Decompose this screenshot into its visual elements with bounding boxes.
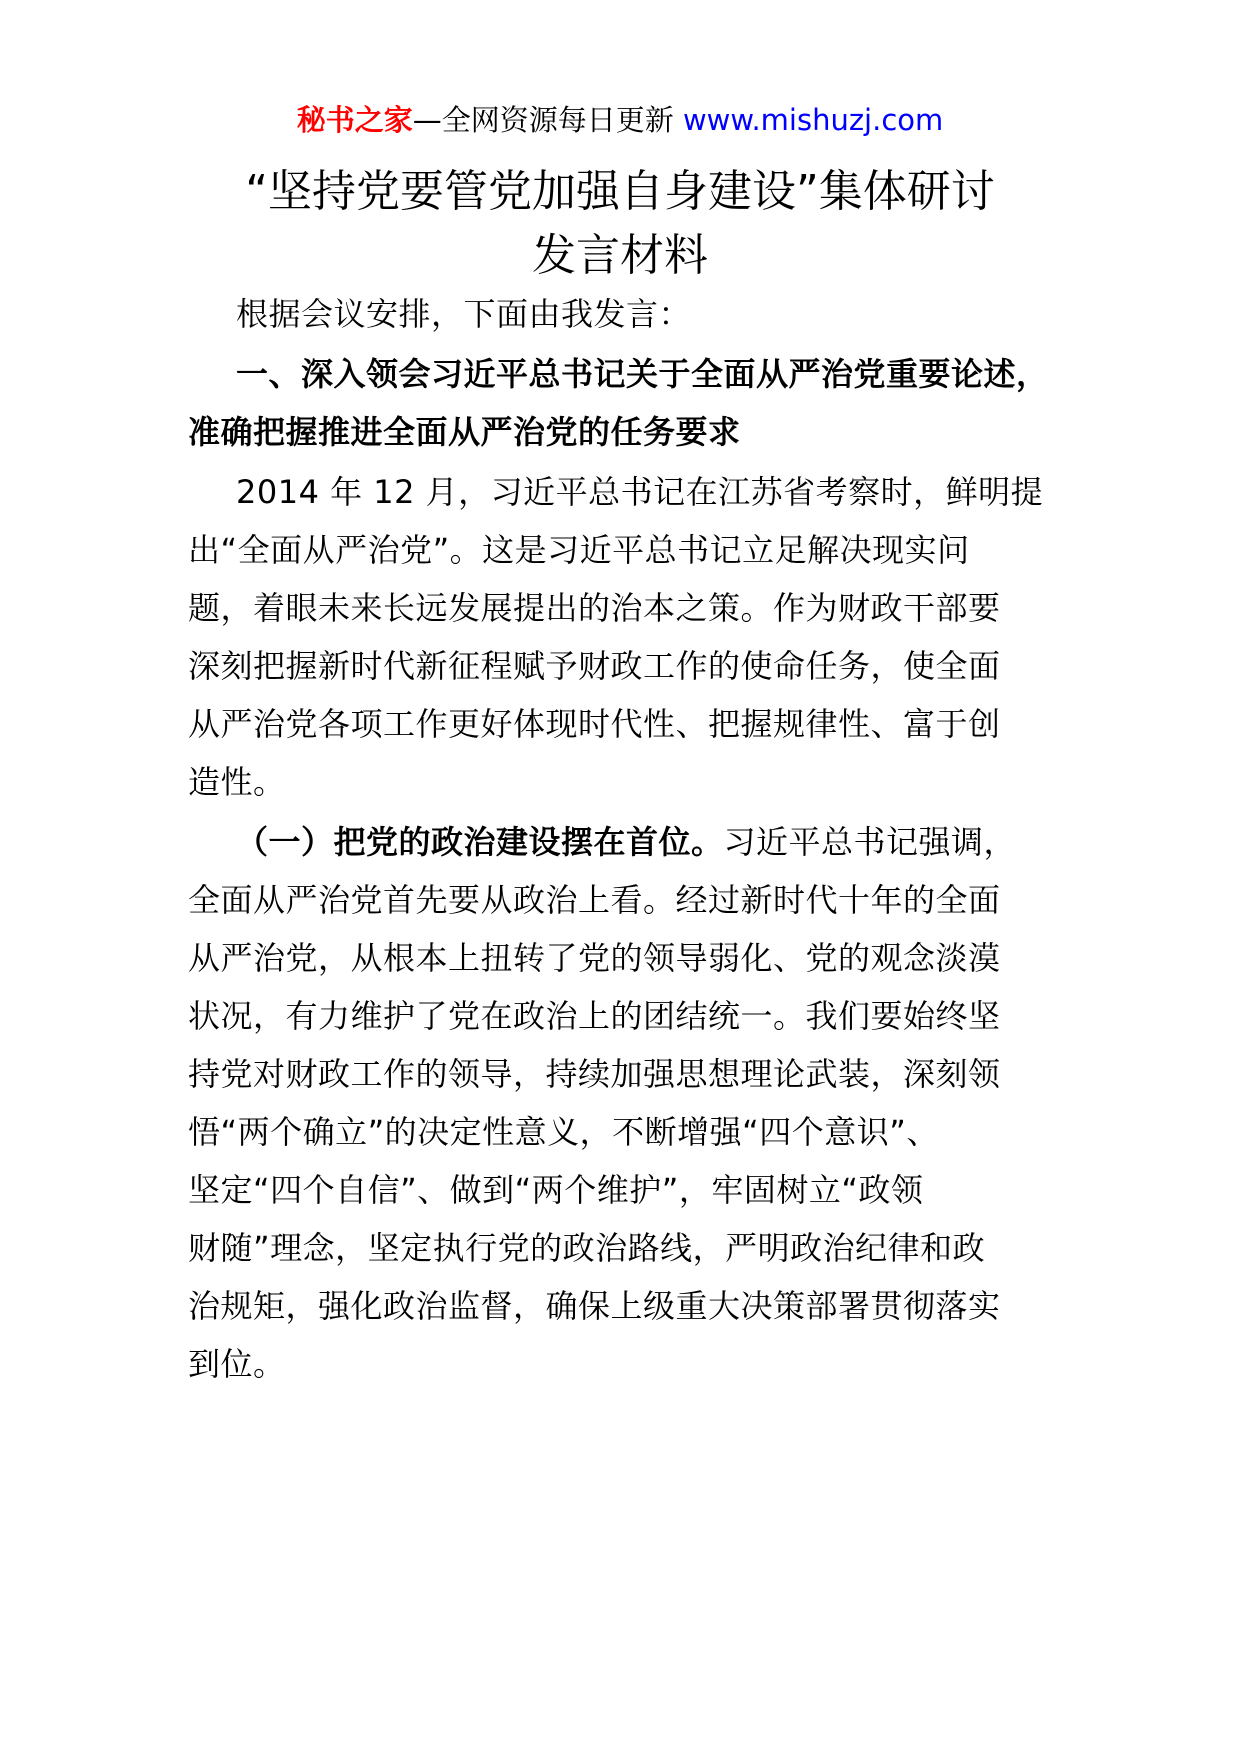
document-title-line-2: 发言材料 [532,230,708,281]
paragraph-1-line: 从严治党各项工作更好体现时代性、把握规律性、富于创 [188,705,1001,743]
document-title-line-1: “坚持党要管党加强自身建设”集体研讨 [245,166,995,217]
paragraph-2-line: 坚定“四个自信”、做到“两个维护”，牢固树立“政领 [188,1171,924,1209]
paragraph-2-line: 状况，有力维护了党在政治上的团结统一。我们要始终坚 [188,997,1001,1035]
paragraph-2-line-rest: 习近平总书记强调， [723,823,1017,861]
paragraph-2-line: 财随”理念，坚定执行党的政治路线，严明政治纪律和政 [188,1229,986,1267]
paragraph-1-line: 2014 年 12 月，习近平总书记在江苏省考察时，鲜明提 [236,473,1044,511]
subsection-heading: （一）把党的政治建设摆在首位。 [236,823,724,861]
section-heading-line-2: 准确把握推进全面从严治党的任务要求 [188,413,741,451]
paragraph-1-line: 题，着眼未来长远发展提出的治本之策。作为财政干部要 [188,589,1001,627]
paragraph-2-line: 持党对财政工作的领导，持续加强思想理论武装，深刻领 [188,1055,1001,1093]
paragraph-1-line: 深刻把握新时代新征程赋予财政工作的使命任务，使全面 [188,647,1001,685]
intro-paragraph: 根据会议安排，下面由我发言： [236,295,692,333]
site-header [0,98,1240,142]
paragraph-1-line: 出“全面从严治党”。这是习近平总书记立足解决现实问 [188,531,970,569]
section-heading-line-1: 一、深入领会习近平总书记关于全面从严治党重要论述， [236,355,1049,393]
site-url[interactable]: www.mishuzj.com [682,103,944,137]
paragraph-1-line: 造性。 [188,763,286,801]
paragraph-2-line: 到位。 [188,1345,286,1383]
paragraph-2-line: 全面从严治党首先要从政治上看。经过新时代十年的全面 [188,881,1001,919]
paragraph-2-line [236,820,1058,864]
paragraph-2-line: 从严治党，从根本上扭转了党的领导弱化、党的观念淡漠 [188,939,1001,977]
paragraph-2-line: 悟“两个确立”的决定性意义，不断增强“四个意识”、 [188,1113,939,1151]
site-tagline: —全网资源每日更新 [412,103,683,137]
paragraph-2-line: 治规矩，强化政治监督，确保上级重大决策部署贯彻落实 [188,1287,1001,1325]
site-brand: 秘书之家 [296,103,413,137]
